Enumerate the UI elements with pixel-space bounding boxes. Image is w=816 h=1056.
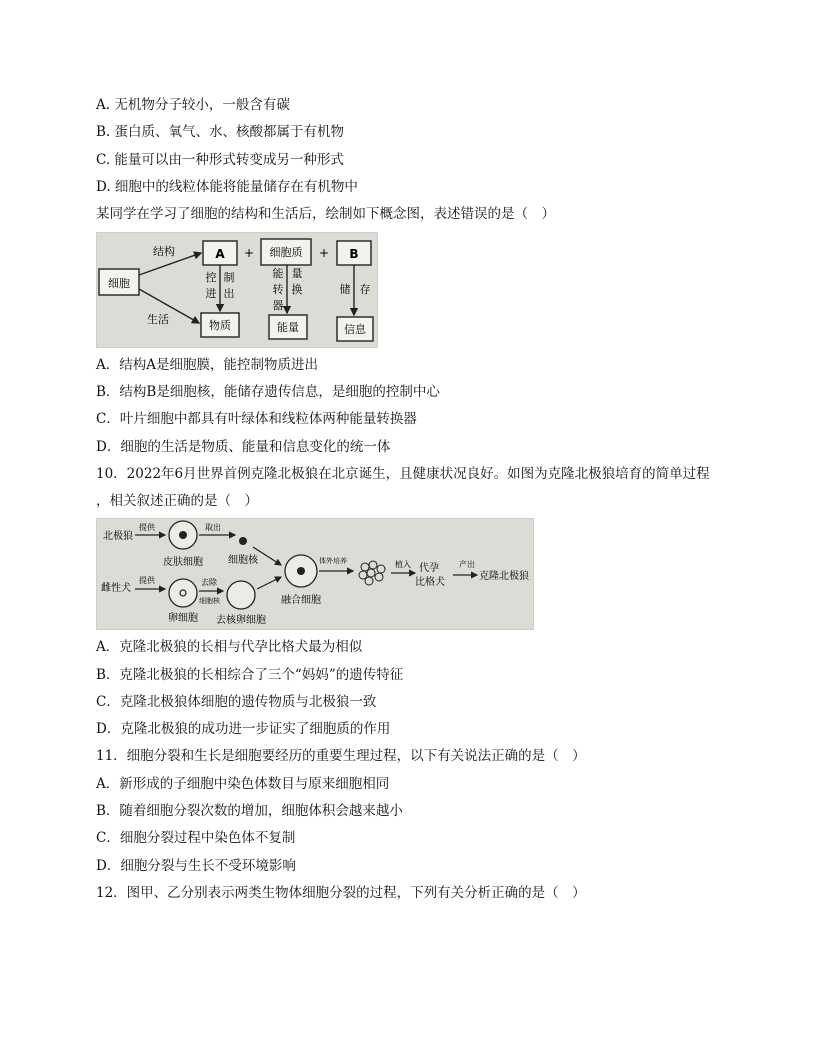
skin-cell-nucleus — [179, 531, 187, 539]
remove-label-1: 去除 — [201, 578, 217, 587]
conv-char-2: 量 — [291, 267, 303, 280]
clone-label: 克隆北极狼 — [479, 571, 529, 582]
q11-stem: 11．细胞分裂和生长是细胞要经历的重要生理过程，以下有关说法正确的是（ ） — [96, 748, 586, 764]
q10-stem-line2: ，相关叙述正确的是（ ） — [96, 493, 258, 509]
take-out-label: 取出 — [205, 523, 221, 532]
female-dog-label: 雌性犬 — [101, 583, 131, 594]
egg-to-fused-arrow — [257, 577, 281, 589]
remove-label-2: 细胞核 — [199, 597, 220, 605]
culture-label: 体外培养 — [319, 557, 347, 565]
q10-option-c: C．克隆北极狼体细胞的遗传物质与北极狼一致 — [96, 694, 377, 710]
implant-label: 植入 — [395, 560, 411, 569]
plus-1: + — [243, 246, 255, 260]
inout-char-2: 出 — [223, 287, 235, 300]
skin-cell-label: 皮肤细胞 — [163, 557, 203, 568]
store-char-2: 存 — [359, 283, 371, 296]
nucleus-dot — [239, 537, 247, 545]
conv-char-4: 换 — [291, 283, 303, 296]
egg-cell-circle — [169, 579, 197, 607]
q9-stem: 某同学在学习了细胞的结构和生活后，绘制如下概念图，表述错误的是（ ） — [96, 206, 555, 222]
q9-option-c: C．叶片细胞中都具有叶绿体和线粒体两种能量转换器 — [96, 411, 417, 427]
cell-label: 细胞 — [108, 277, 130, 290]
conv-char-1: 能 — [272, 267, 284, 280]
q10-option-b: B．克隆北极狼的长相综合了三个“妈妈”的遗传特征 — [96, 667, 404, 683]
info-label: 信息 — [344, 323, 366, 336]
q11-option-a: A．新形成的子细胞中染色体数目与原来细胞相同 — [96, 776, 390, 792]
option-c: C. 能量可以由一种形式转变成另一种形式 — [96, 152, 344, 168]
q10-stem-line1: 10．2022年6月世界首例克隆北极狼在北京诞生，且健康状况良好。如图为克隆北极狼培育的简单过程 — [96, 466, 710, 482]
fused-cell-nucleus — [297, 567, 305, 575]
inout-char-1: 进 — [205, 287, 217, 300]
fused-cell-label: 融合细胞 — [281, 595, 321, 606]
substance-label: 物质 — [209, 319, 231, 332]
nucleus-label: 细胞核 — [228, 555, 258, 566]
conv-char-5: 器 — [272, 299, 284, 312]
box-b-label: B — [349, 247, 359, 261]
q9-concept-map — [96, 232, 378, 348]
life-label: 生活 — [147, 313, 169, 326]
plus-2: + — [318, 246, 330, 260]
q11-option-d: D．细胞分裂与生长不受环境影响 — [96, 858, 296, 874]
energy-label: 能量 — [277, 321, 299, 334]
wolf-label: 北极狼 — [103, 531, 133, 542]
embryo-cluster — [359, 561, 385, 585]
egg-cell-label: 卵细胞 — [168, 613, 198, 624]
q9-option-a: A．结构A是细胞膜，能控制物质进出 — [96, 357, 318, 373]
q11-option-c: C．细胞分裂过程中染色体不复制 — [96, 830, 296, 846]
enucleated-egg-label: 去核卵细胞 — [216, 615, 266, 626]
box-a-label: A — [215, 247, 225, 261]
conv-char-3: 转 — [272, 283, 284, 296]
birth-label: 产出 — [459, 560, 475, 569]
q12-stem: 12．图甲、乙分别表示两类生物体细胞分裂的过程，下列有关分析正确的是（ ） — [96, 885, 586, 901]
provide-1-label: 提供 — [139, 523, 155, 532]
option-b: B. 蛋白质、氧气、水、核酸都属于有机物 — [96, 124, 345, 140]
q10-option-a: A．克隆北极狼的长相与代孕比格犬最为相似 — [96, 639, 363, 655]
surrogate-label-2: 比格犬 — [415, 577, 445, 588]
cytoplasm-label: 细胞质 — [269, 246, 303, 259]
control-char-1: 控 — [205, 271, 217, 284]
option-d: D. 细胞中的线粒体能将能量储存在有机物中 — [96, 179, 358, 195]
option-a: A. 无机物分子较小，一般含有碳 — [96, 97, 290, 113]
q10-clone-process-diagram — [96, 518, 534, 630]
control-char-2: 制 — [223, 271, 235, 284]
q9-option-b: B．结构B是细胞核，能储存遗传信息，是细胞的控制中心 — [96, 384, 440, 400]
store-char-1: 储 — [339, 283, 351, 296]
structure-label: 结构 — [153, 245, 175, 258]
enucleated-egg-circle — [227, 581, 255, 609]
surrogate-label-1: 代孕 — [419, 563, 439, 574]
q11-option-b: B．随着细胞分裂次数的增加，细胞体积会越来越小 — [96, 803, 403, 819]
q10-option-d: D．克隆北极狼的成功进一步证实了细胞质的作用 — [96, 721, 391, 737]
q9-option-d: D．细胞的生活是物质、能量和信息变化的统一体 — [96, 439, 391, 455]
provide-2-label: 提供 — [139, 576, 155, 585]
